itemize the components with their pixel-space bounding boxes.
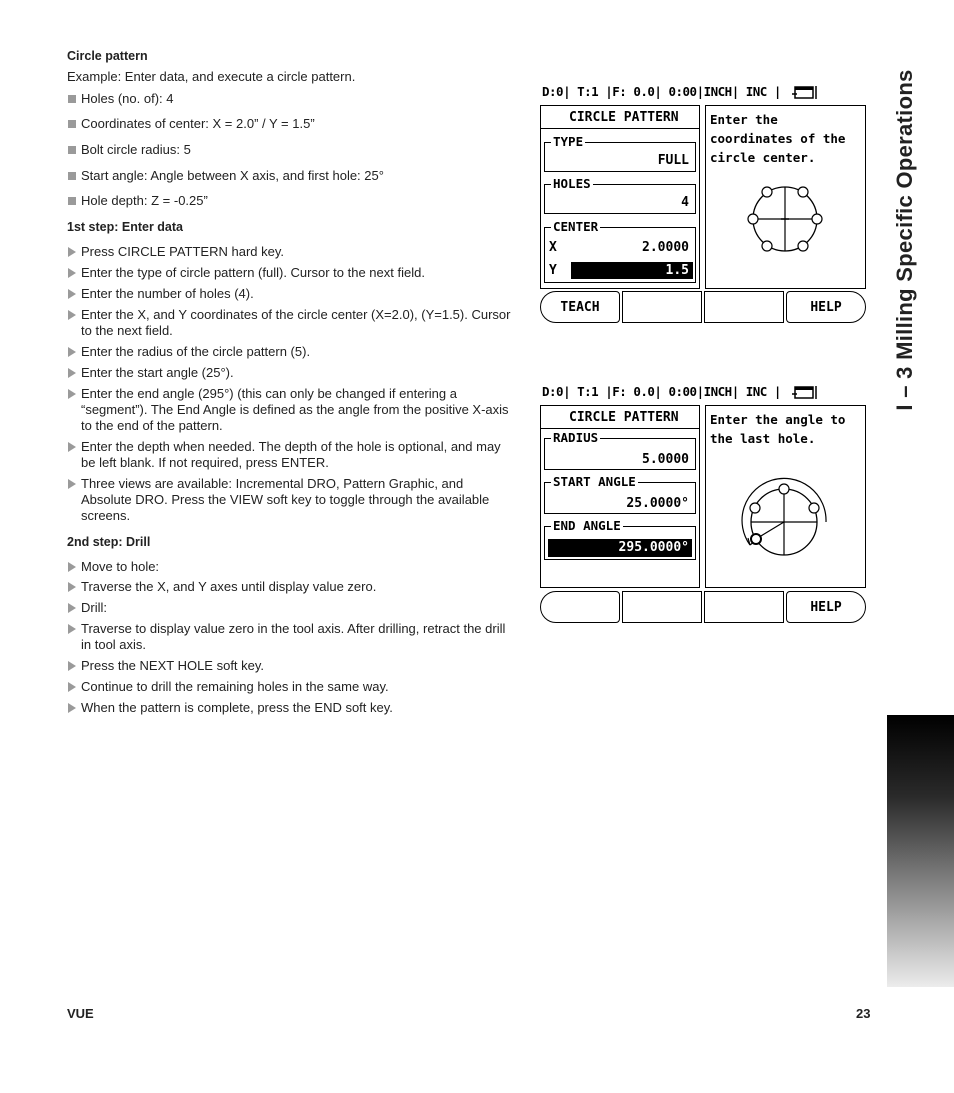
input-panel <box>540 105 700 289</box>
help-softkey[interactable]: HELP <box>786 291 866 323</box>
center-field[interactable] <box>544 219 696 283</box>
end-angle-graphic <box>736 472 836 572</box>
radius-label: RADIUS <box>553 430 599 445</box>
panel-title: CIRCLE PATTERN <box>569 110 679 125</box>
softkey-3[interactable] <box>704 591 784 623</box>
x-value[interactable]: 2.0000 <box>642 240 689 255</box>
radius-value: 5.0000 <box>642 452 689 467</box>
softkey-2[interactable] <box>622 591 702 623</box>
step1-title: 1st step: Enter data <box>67 220 184 234</box>
help-softkey[interactable]: HELP <box>786 591 866 623</box>
radius-field[interactable] <box>544 430 696 470</box>
teach-softkey[interactable]: TEACH <box>540 291 620 323</box>
y-label: Y <box>549 263 557 278</box>
help-panel <box>705 405 866 588</box>
type-value: FULL <box>657 153 689 168</box>
window-icon <box>792 86 818 100</box>
holes-value: 4 <box>681 195 689 210</box>
step1-item: Enter the depth when needed. The depth of the hole is optional, and may be left blank. If not required, press ENTER. <box>67 439 512 471</box>
status-bar: D:0| T:1 |F: 0.0| 0:00|INCH| INC | <box>542 384 781 399</box>
page-number: 23 <box>856 1006 871 1021</box>
softkey-1[interactable] <box>540 591 620 623</box>
dro-screen-angles <box>540 384 866 626</box>
step1-item: Enter the start angle (25°). <box>67 365 512 381</box>
instructions-column <box>67 48 512 716</box>
circle-pattern-graphic <box>740 174 830 264</box>
example-item: Coordinates of center: X = 2.0” / Y = 1.5” <box>67 116 512 132</box>
example-item: Holes (no. of): 4 <box>67 91 512 107</box>
footer-left: VUE <box>67 1006 94 1021</box>
step2-title: 2nd step: Drill <box>67 535 151 549</box>
softkey-bar <box>540 291 866 323</box>
input-panel <box>540 405 700 588</box>
step2-item: Drill: <box>67 600 512 616</box>
step2-item: Move to hole: <box>67 559 512 575</box>
chapter-title <box>875 30 935 450</box>
step2-item: When the pattern is complete, press the END soft key. <box>67 700 512 716</box>
help-panel <box>705 105 866 289</box>
section-title: Circle pattern <box>67 49 148 63</box>
panel-title: CIRCLE PATTERN <box>569 410 679 425</box>
start-angle-label: START ANGLE <box>553 474 636 489</box>
softkey-bar <box>540 591 866 623</box>
softkey-3[interactable] <box>704 291 784 323</box>
step2-item: Traverse to display value zero in the tool axis. After drilling, retract the drill in tool axis. <box>67 621 512 653</box>
window-icon <box>792 386 818 400</box>
start-angle-field[interactable] <box>544 474 696 514</box>
center-label: CENTER <box>553 219 599 234</box>
help-text: Enter the angle to the last hole. <box>710 412 846 446</box>
step2-item: Continue to drill the remaining holes in the same way. <box>67 679 512 695</box>
start-angle-value: 25.0000° <box>626 496 689 511</box>
example-item: Start angle: Angle between X axis, and first hole: 25° <box>67 168 512 184</box>
x-label: X <box>549 240 557 255</box>
step1-item: Enter the X, and Y coordinates of the circle center (X=2.0), (Y=1.5). Cursor to the next field. <box>67 307 512 339</box>
softkey-2[interactable] <box>622 291 702 323</box>
end-angle-label: END ANGLE <box>553 518 621 533</box>
step1-item: Enter the end angle (295°) (this can only be changed if entering a “segment”). The End Angle is defined as the angle from the positive X-axis to the end of the pattern. <box>67 386 512 434</box>
holes-label: HOLES <box>553 176 591 191</box>
type-label: TYPE <box>553 134 584 149</box>
step1-item: Press CIRCLE PATTERN hard key. <box>67 244 512 260</box>
help-text: Enter the coordinates of the circle center. <box>710 112 846 165</box>
end-angle-field[interactable] <box>544 518 696 560</box>
holes-field[interactable] <box>544 176 696 214</box>
dro-screen-center <box>540 84 866 326</box>
status-bar: D:0| T:1 |F: 0.0| 0:00|INCH| INC | <box>542 84 781 99</box>
example-text: Example: Enter data, and execute a circle pattern. <box>67 69 356 84</box>
example-item: Hole depth: Z = -0.25” <box>67 193 512 209</box>
step2-item: Press the NEXT HOLE soft key. <box>67 658 512 674</box>
step2-item: Traverse the X, and Y axes until display value zero. <box>67 579 512 595</box>
step1-item: Enter the number of holes (4). <box>67 286 512 302</box>
example-item: Bolt circle radius: 5 <box>67 142 512 158</box>
end-angle-value[interactable]: 295.0000° <box>618 540 689 555</box>
type-field[interactable] <box>544 134 696 172</box>
chapter-tab-gradient <box>887 715 954 987</box>
step1-item: Three views are available: Incremental DRO, Pattern Graphic, and Absolute DRO. Press the VIEW soft key to toggle through the available screens. <box>67 476 512 524</box>
chapter-title-text: I – 3 Milling Specific Operations <box>892 69 917 411</box>
step1-item: Enter the radius of the circle pattern (5). <box>67 344 512 360</box>
step1-item: Enter the type of circle pattern (full). Cursor to the next field. <box>67 265 512 281</box>
y-value[interactable]: 1.5 <box>665 263 689 278</box>
